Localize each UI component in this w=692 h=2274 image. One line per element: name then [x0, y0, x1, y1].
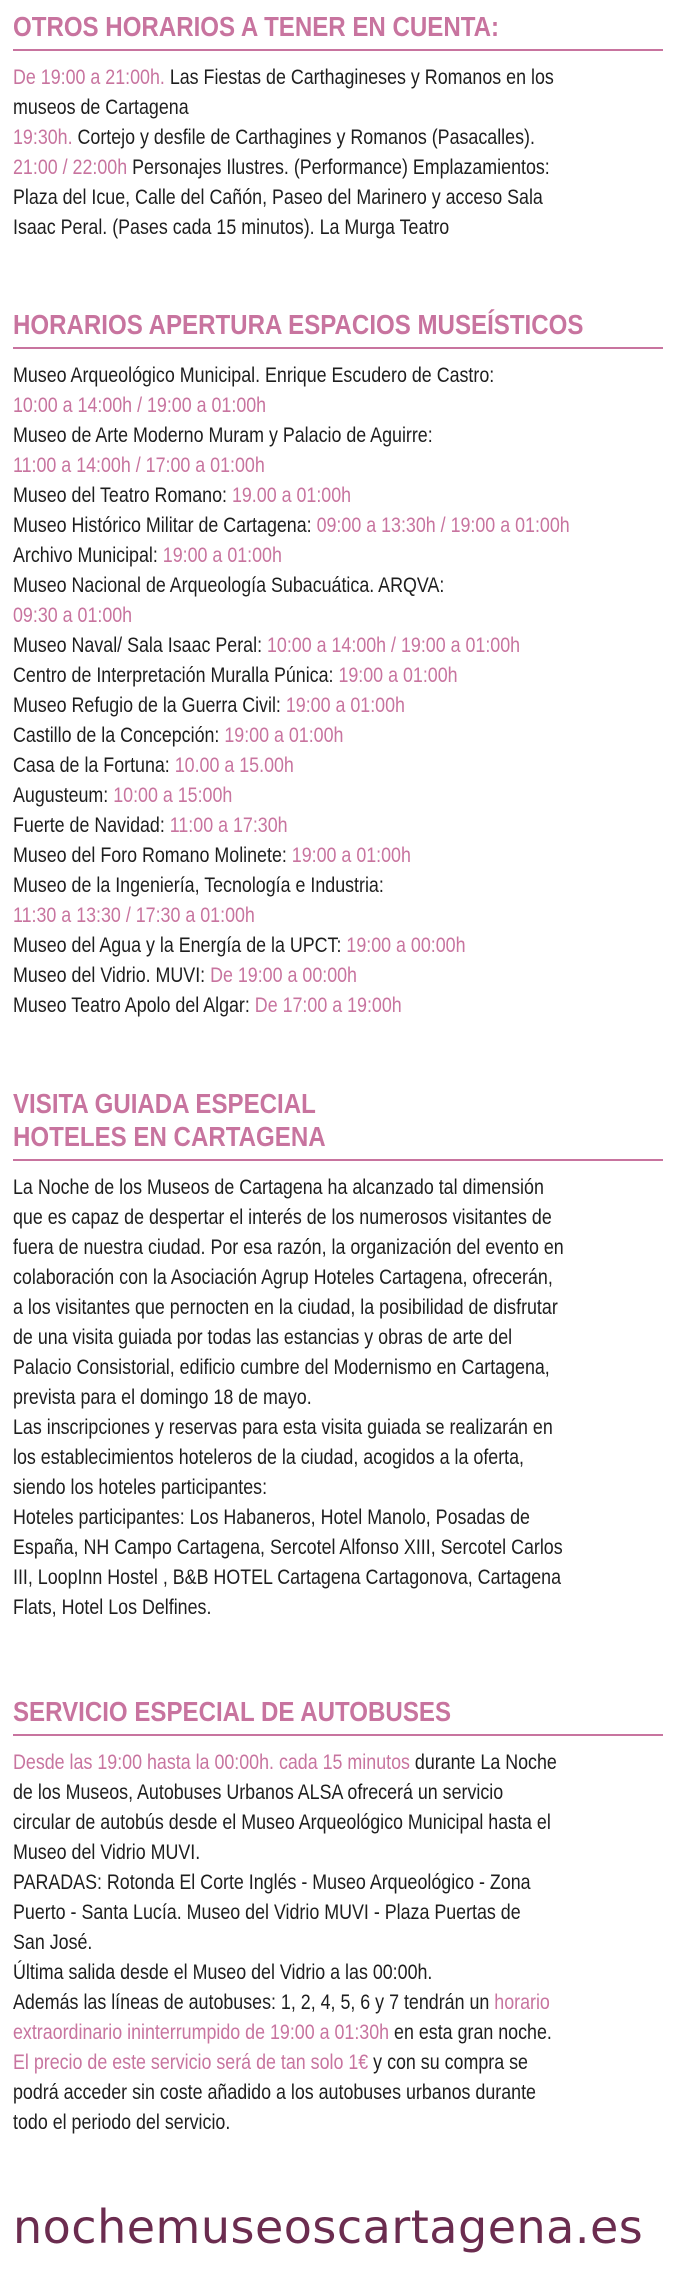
line-text: Cortejo y desfile de Carthagines y Romanos (Pasacalles).: [72, 126, 535, 149]
opening-hours: 19:00 a 01:00h: [291, 844, 411, 867]
line-text: Puerto - Santa Lucía. Museo del Vidrio MUVI - Plaza Puertas de: [13, 1901, 521, 1924]
museum-line: [13, 691, 663, 721]
museum-name: Centro de Interpretación Muralla Púnica:: [13, 664, 339, 687]
museum-line: [13, 721, 663, 751]
opening-hours: 19:00 a 01:00h: [338, 664, 458, 687]
opening-hours: 10:00 a 14:00h / 19:00 a 01:00h: [266, 634, 521, 657]
paragraph-line: [13, 1413, 663, 1443]
museum-line: [13, 481, 663, 511]
museum-name: Museo Nacional de Arqueología Subacuática. ARQVA:: [13, 574, 445, 597]
museum-line: [13, 811, 663, 841]
museum-name: Castillo de la Concepción:: [13, 724, 225, 747]
line-text: Plaza del Icue, Calle del Cañón, Paseo del Marinero y acceso Sala: [13, 186, 543, 209]
museum-name: Museo del Foro Romano Molinete:: [13, 844, 292, 867]
time-highlight: 19:30h.: [13, 126, 73, 149]
line-text: España, NH Campo Cartagena, Sercotel Alfonso XIII, Sercotel Carlos: [13, 1536, 563, 1559]
museum-line: [13, 961, 663, 991]
divider: [13, 1159, 663, 1161]
highlight: extraordinario ininterrumpido de 19:00 a 01:30h: [13, 2021, 390, 2044]
schedule-line: [13, 63, 663, 93]
line-text: los establecimientos hoteleros de la ciudad, acogidos a la oferta,: [13, 1446, 525, 1469]
paragraph-line: [13, 1838, 663, 1868]
paragraph-line: [13, 1593, 663, 1623]
line-text: Última salida desde el Museo del Vidrio a las 00:00h.: [13, 1961, 433, 1984]
opening-hours: 10:00 a 15:00h: [113, 784, 233, 807]
paragraph-line: [13, 1533, 663, 1563]
opening-hours: 09:00 a 13:30h / 19:00 a 01:00h: [316, 514, 570, 537]
line-text: Museo del Vidrio MUVI.: [13, 1841, 201, 1864]
line-text: y con su compra se: [368, 2051, 528, 2074]
museum-line: [13, 391, 663, 421]
museum-line: [13, 991, 663, 1021]
section-title: SERVICIO ESPECIAL DE AUTOBUSES: [13, 1696, 452, 1727]
section-horarios-apertura: [13, 308, 663, 1021]
schedule-line: [13, 213, 663, 243]
museum-name: Museo de la Ingeniería, Tecnología e Industria:: [13, 874, 384, 897]
line-text: prevista para el domingo 18 de mayo.: [13, 1386, 312, 1409]
section-otros-horarios: [13, 10, 663, 243]
line-text: podrá acceder sin coste añadido a los autobuses urbanos durante: [13, 2081, 536, 2104]
paragraph-line: [13, 1928, 663, 1958]
museum-line: [13, 931, 663, 961]
line-text: colaboración con la Asociación Agrup Hoteles Cartagena, ofrecerán,: [13, 1266, 553, 1289]
opening-hours: 11:00 a 17:30h: [169, 814, 288, 837]
paragraph-line: [13, 1503, 663, 1533]
section-autobuses: [13, 1695, 663, 2138]
museum-line: [13, 751, 663, 781]
highlight: horario: [494, 1991, 550, 2014]
line-text: Palacio Consistorial, edificio cumbre del Modernismo en Cartagena,: [13, 1356, 550, 1379]
schedule-line: [13, 183, 663, 213]
section-body: [13, 361, 663, 1021]
museum-name: Museo del Agua y la Energía de la UPCT:: [13, 934, 347, 957]
paragraph-line: [13, 1473, 663, 1503]
section-body: [13, 1748, 663, 2138]
paragraph-line: [13, 2108, 663, 2138]
museum-name: Museo Teatro Apolo del Algar:: [13, 994, 255, 1017]
museum-name: Fuerte de Navidad:: [13, 814, 170, 837]
paragraph-line: [13, 1988, 663, 2018]
time-highlight: 21:00 / 22:00h: [13, 156, 128, 179]
time-highlight: De 19:00 a 21:00h.: [13, 66, 165, 89]
museum-name: Museo Refugio de la Guerra Civil:: [13, 694, 286, 717]
museum-line: [13, 661, 663, 691]
opening-hours: 11:00 a 14:00h / 17:00 a 01:00h: [13, 454, 265, 477]
museum-name: Casa de la Fortuna:: [13, 754, 175, 777]
paragraph-line: [13, 1263, 663, 1293]
opening-hours: 19:00 a 01:00h: [285, 694, 405, 717]
museum-line: [13, 601, 663, 631]
museum-name: Museo del Teatro Romano:: [13, 484, 232, 507]
line-text: en esta gran noche.: [389, 2021, 552, 2044]
paragraph-line: [13, 1868, 663, 1898]
museum-line: [13, 631, 663, 661]
paragraph-line: [13, 1778, 663, 1808]
highlight: Desde las 19:00 hasta la 00:00h. cada 15 minutos: [13, 1751, 410, 1774]
line-text: de una visita guiada por todas las estancias y obras de arte del: [13, 1326, 513, 1349]
paragraph-line: [13, 1323, 663, 1353]
paragraph-line: [13, 1203, 663, 1233]
paragraph-line: [13, 1748, 663, 1778]
paragraph-line: [13, 2078, 663, 2108]
opening-hours: 10:00 a 14:00h / 19:00 a 01:00h: [13, 394, 267, 417]
museum-name: Museo del Vidrio. MUVI:: [13, 964, 211, 987]
line-text: Personajes Ilustres. (Performance) Emplazamientos:: [127, 156, 550, 179]
line-text: PARADAS: Rotonda El Corte Inglés - Museo Arqueológico - Zona: [13, 1871, 531, 1894]
divider: [13, 49, 663, 51]
opening-hours: 10.00 a 15.00h: [174, 754, 294, 777]
paragraph-line: [13, 1173, 663, 1203]
museum-line: [13, 541, 663, 571]
paragraph-line: [13, 1443, 663, 1473]
museum-name: Museo de Arte Moderno Muram y Palacio de Aguirre:: [13, 424, 433, 447]
paragraph-line: [13, 1353, 663, 1383]
museum-name: Augusteum:: [13, 784, 114, 807]
section-title-line-1: VISITA GUIADA ESPECIAL: [13, 1088, 316, 1119]
website-url[interactable]: nochemuseoscartagena.es: [13, 2200, 644, 2254]
line-text: Además las líneas de autobuses: 1, 2, 4, 5, 6 y 7 tendrán un: [13, 1991, 495, 2014]
section-visita-guiada: [13, 1087, 663, 1623]
line-text: siendo los hoteles participantes:: [13, 1476, 268, 1499]
line-text: circular de autobús desde el Museo Arqueológico Municipal hasta el: [13, 1811, 551, 1834]
line-text: museos de Cartagena: [13, 96, 189, 119]
paragraph-line: [13, 1563, 663, 1593]
museum-line: [13, 421, 663, 451]
section-title: HORARIOS APERTURA ESPACIOS MUSEÍSTICOS: [13, 309, 584, 340]
opening-hours: De 17:00 a 19:00h: [254, 994, 402, 1017]
divider: [13, 347, 663, 349]
paragraph-line: [13, 1293, 663, 1323]
opening-hours: 19:00 a 01:00h: [162, 544, 282, 567]
museum-line: [13, 361, 663, 391]
line-text: Las inscripciones y reservas para esta visita guiada se realizarán en: [13, 1416, 553, 1439]
line-text: a los visitantes que pernocten en la ciudad, la posibilidad de disfrutar: [13, 1296, 558, 1319]
line-text: durante La Noche: [409, 1751, 557, 1774]
paragraph-line: [13, 1898, 663, 1928]
opening-hours: 11:30 a 13:30 / 17:30 a 01:00h: [13, 904, 255, 927]
section-body: [13, 63, 663, 243]
opening-hours: 19:00 a 00:00h: [346, 934, 466, 957]
museum-name: Museo Arqueológico Municipal. Enrique Escudero de Castro:: [13, 364, 495, 387]
museum-line: [13, 571, 663, 601]
line-text: Las Fiestas de Carthagineses y Romanos en los: [164, 66, 554, 89]
line-text: San José.: [13, 1931, 93, 1954]
paragraph-line: [13, 1233, 663, 1263]
museum-line: [13, 901, 663, 931]
line-text: III, LoopInn Hostel , B&B HOTEL Cartagena Cartagonova, Cartagena: [13, 1566, 562, 1589]
section-title: OTROS HORARIOS A TENER EN CUENTA:: [13, 11, 500, 42]
paragraph-line: [13, 1808, 663, 1838]
paragraph-line: [13, 2018, 663, 2048]
opening-hours: 09:30 a 01:00h: [13, 604, 133, 627]
line-text: Isaac Peral. (Pases cada 15 minutos). La Murga Teatro: [13, 216, 450, 239]
opening-hours: De 19:00 a 00:00h: [210, 964, 357, 987]
museum-line: [13, 781, 663, 811]
line-text: Hoteles participantes: Los Habaneros, Hotel Manolo, Posadas de: [13, 1506, 530, 1529]
schedule-line: [13, 153, 663, 183]
divider: [13, 1734, 663, 1736]
line-text: Flats, Hotel Los Delfines.: [13, 1596, 212, 1619]
paragraph-line: [13, 1383, 663, 1413]
section-title-line-2: HOTELES EN CARTAGENA: [13, 1121, 326, 1152]
line-text: de los Museos, Autobuses Urbanos ALSA ofrecerá un servicio: [13, 1781, 504, 1804]
museum-name: Archivo Municipal:: [13, 544, 163, 567]
museum-line: [13, 451, 663, 481]
line-text: todo el periodo del servicio.: [13, 2111, 231, 2134]
highlight: El precio de este servicio será de tan solo 1€: [13, 2051, 369, 2074]
museum-line: [13, 511, 663, 541]
museum-line: [13, 871, 663, 901]
schedule-line: [13, 123, 663, 153]
museum-line: [13, 841, 663, 871]
line-text: La Noche de los Museos de Cartagena ha alcanzado tal dimensión: [13, 1176, 544, 1199]
paragraph-line: [13, 1958, 663, 1988]
line-text: que es capaz de despertar el interés de los numerosos visitantes de: [13, 1206, 552, 1229]
museum-name: Museo Naval/ Sala Isaac Peral:: [13, 634, 267, 657]
line-text: fuera de nuestra ciudad. Por esa razón, la organización del evento en: [13, 1236, 564, 1259]
paragraph-line: [13, 2048, 663, 2078]
schedule-line: [13, 93, 663, 123]
museum-name: Museo Histórico Militar de Cartagena:: [13, 514, 317, 537]
opening-hours: 19.00 a 01:00h: [231, 484, 352, 507]
section-body: [13, 1173, 663, 1623]
opening-hours: 19:00 a 01:00h: [224, 724, 344, 747]
